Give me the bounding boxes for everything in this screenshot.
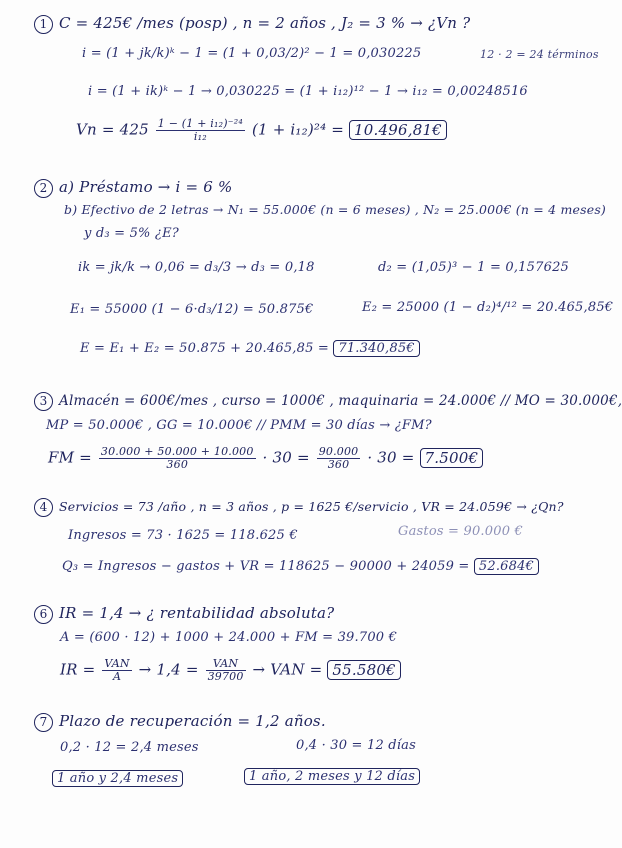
problem-1-text: C = 425€ /mes (posp) , n = 2 años , J₂ = 3 % → ¿Vn ?	[59, 14, 471, 32]
problem-6-arrow-1: → 1,4 =	[138, 660, 199, 679]
problem-2-line-c: y d₃ = 5% ¿E?	[84, 226, 179, 241]
problem-3-text-a: Almacén = 600€/mes , curso = 1000€ , maquinaria = 24.000€ // MO = 30.000€,	[59, 393, 622, 409]
problem-2-line-e2: E₂ = 25000 (1 − d₂)⁴/¹² = 20.465,85€	[362, 300, 614, 315]
problem-6-fraction-2	[206, 658, 246, 683]
problem-4-line-a	[34, 498, 564, 517]
problem-6-line-c	[60, 658, 401, 683]
problem-1-statement	[34, 14, 470, 34]
problem-2-line-f	[80, 340, 420, 357]
problem-4-line-b2: Gastos = 90.000 €	[398, 524, 523, 539]
problem-3-fraction-1	[99, 446, 256, 471]
problem-3-fm-label: FM =	[48, 448, 92, 467]
problem-6-fraction-1-bottom: A	[112, 670, 122, 683]
problem-1-vn-label: Vn = 425	[76, 120, 149, 139]
problem-3-fraction-1-bottom: 360	[166, 458, 189, 471]
problem-6-fraction-2-top: VAN	[206, 658, 246, 671]
problem-6-line-b: A = (600 · 12) + 1000 + 24.000 + FM = 39.700 €	[60, 630, 398, 645]
problem-7-number: 7	[34, 713, 53, 732]
problem-7-line-b1: 0,2 · 12 = 2,4 meses	[60, 740, 199, 755]
problem-1-factor: (1 + i₁₂)²⁴ =	[251, 120, 345, 139]
problem-2-line-d2: d₂ = (1,05)³ − 1 = 0,157625	[378, 260, 570, 275]
problem-4-formula: Q₃ = Ingresos − gastos + VR = 118625 − 90000 + 24059 =	[62, 559, 470, 574]
problem-4-line-b1: Ingresos = 73 · 1625 = 118.625 €	[68, 528, 298, 543]
problem-6-arrow-2: → VAN =	[252, 660, 323, 679]
problem-2-text-a: a) Préstamo → i = 6 %	[59, 178, 233, 196]
problem-1-line-2: i = (1 + ik)ᵏ − 1 → 0,030225 = (1 + i₁₂)¹² − 1 → i₁₂ = 0,00248516	[88, 84, 528, 99]
problem-2-number: 2	[34, 179, 53, 198]
problem-6-ir-label: IR =	[60, 660, 96, 679]
problem-3-fraction-2-bottom: 360	[327, 458, 350, 471]
problem-7-result-2-box: 1 año, 2 meses y 12 días	[244, 768, 420, 785]
problem-2-line-b: b) Efectivo de 2 letras → N₁ = 55.000€ (n = 6 meses) , N₂ = 25.000€ (n = 4 meses)	[64, 202, 607, 217]
problem-2-line-a	[34, 178, 232, 198]
problem-2-sum: E = E₁ + E₂ = 50.875 + 20.465,85 =	[80, 341, 329, 356]
problem-3-line-b: MP = 50.000€ , GG = 10.000€ // PMM = 30 días → ¿FM?	[46, 418, 432, 433]
problem-1-fraction	[156, 118, 245, 143]
problem-6-fraction-1	[102, 658, 131, 683]
problem-6-fraction-2-bottom: 39700	[207, 670, 244, 683]
problem-7-result-1	[52, 770, 183, 787]
problem-1-fraction-bottom: i₁₂	[193, 130, 207, 143]
problem-4-number: 4	[34, 498, 53, 517]
problem-6-text-a: IR = 1,4 → ¿ rentabilidad absoluta?	[59, 604, 335, 622]
problem-6-fraction-1-top: VAN	[104, 657, 130, 670]
problem-4-text-a: Servicios = 73 /año , n = 3 años , p = 1625 €/servicio , VR = 24.059€ → ¿Qn?	[59, 499, 564, 514]
problem-7-result-1-box: 1 año y 2,4 meses	[52, 770, 183, 787]
problem-3-line-a	[34, 392, 622, 411]
problem-1-fraction-top: 1 − (1 + i₁₂)⁻²⁴	[157, 117, 243, 130]
problem-3-times: · 30 =	[262, 448, 310, 467]
problem-1-line-3	[76, 118, 447, 143]
problem-6-line-a	[34, 604, 334, 624]
problem-3-times-2: · 30 =	[367, 448, 415, 467]
problem-2-line-e1: E₁ = 55000 (1 − 6·d₃/12) = 50.875€	[70, 302, 314, 317]
problem-1-number: 1	[34, 15, 53, 34]
problem-3-fraction-2	[317, 446, 361, 471]
problem-7-line-b2: 0,4 · 30 = 12 días	[296, 738, 416, 753]
problem-1-result: 10.496,81€	[349, 120, 447, 140]
problem-1-terms: 12 · 2 = 24 términos	[480, 48, 599, 61]
problem-3-fraction-1-top: 30.000 + 50.000 + 10.000	[100, 445, 254, 458]
problem-1-line-1: i = (1 + jk/k)ᵏ − 1 = (1 + 0,03/2)² − 1 = 0,030225	[82, 46, 422, 61]
problem-7-result-2	[244, 768, 420, 785]
problem-3-number: 3	[34, 392, 53, 411]
problem-3-line-c	[48, 446, 483, 471]
problem-4-line-c	[62, 558, 539, 575]
problem-2-result: 71.340,85€	[333, 340, 419, 357]
problem-3-result: 7.500€	[420, 448, 484, 468]
problem-2-line-d1: ik = jk/k → 0,06 = d₃/3 → d₃ = 0,18	[78, 260, 315, 275]
problem-7-text-a: Plazo de recuperación = 1,2 años.	[59, 712, 326, 730]
problem-6-result: 55.580€	[327, 660, 400, 680]
problem-4-result: 52.684€	[474, 558, 539, 575]
problem-3-fraction-2-top: 90.000	[318, 445, 359, 458]
problem-7-line-a	[34, 712, 326, 732]
problem-6-number: 6	[34, 605, 53, 624]
